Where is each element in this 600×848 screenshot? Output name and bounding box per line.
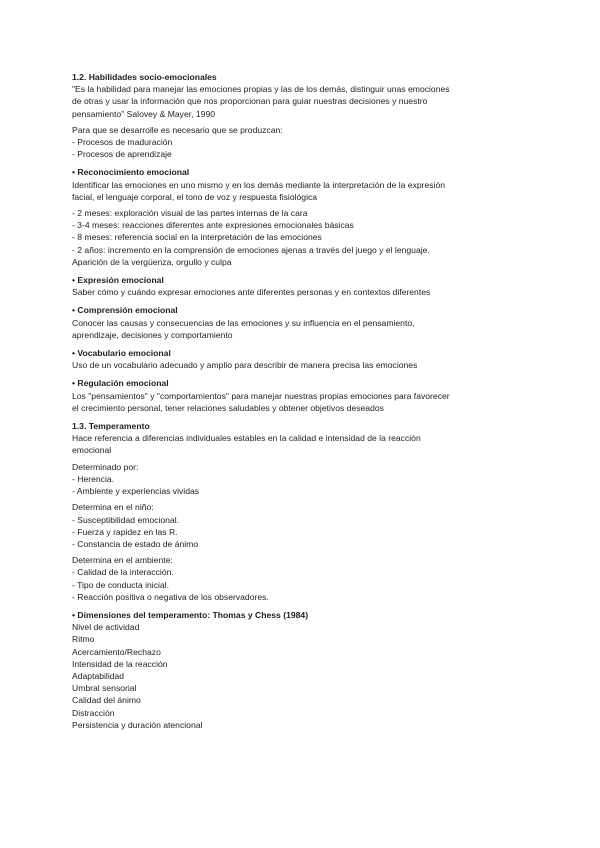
paragraph: Conocer las causas y consecuencias de las emociones y su influencia en el pensamiento, — [72, 317, 415, 328]
list-item: - 2 años: incremento en la comprensión de emociones ajenas a través del juego y el lenguaje. — [72, 244, 430, 255]
section-title: 1.2. Habilidades socio-emocionales — [72, 72, 217, 82]
list-item: - 8 meses: referencia social en la interpretación de las emociones — [72, 232, 322, 243]
list-item: Nivel de actividad — [72, 622, 140, 633]
paragraph: aprendizaje, decisiones y comportamiento — [72, 329, 233, 340]
list-item: - Reacción positiva o negativa de los observadores. — [72, 591, 269, 602]
paragraph: Uso de un vocabulario adecuado y amplio para describir de manera precisa las emociones — [72, 360, 418, 371]
list-item: - Susceptibilidad emocional. — [72, 514, 180, 525]
list-item: Distracción — [72, 707, 115, 718]
list-item: - Tipo de conducta inicial. — [72, 579, 169, 590]
list-item: Adaptabilidad — [72, 670, 125, 681]
list-item: - Constancia de estado de ánimo — [72, 538, 199, 549]
subsection-title: • Dimensiones del temperamento: Thomas y Chess (1984) — [72, 609, 309, 620]
paragraph: facial, el lenguaje corporal, el tono de voz y respuesta fisiológica — [72, 191, 318, 202]
subsection-title: • Regulación emocional — [72, 378, 169, 389]
list-item: Persistencia y duración atencional — [72, 719, 203, 730]
paragraph: el crecimiento personal, tener relaciones saludables y obtener objetivos deseados — [72, 402, 384, 413]
paragraph: emocional — [72, 445, 112, 456]
list-label: Determina en el ambiente: — [72, 555, 173, 566]
list-item: - 3-4 meses: reacciones diferentes ante expresiones emocionales básicas — [72, 220, 354, 231]
list-item: Umbral sensorial — [72, 683, 137, 694]
list-item: Calidad del ánimo — [72, 695, 141, 706]
list-item: Aparición de la vergüenza, orgullo y culpa — [72, 256, 232, 267]
list-item: - 2 meses: exploración visual de las partes internas de la cara — [72, 208, 308, 219]
quote-line: "Es la habilidad para manejar las emociones propias y las de los demás, distinguir unas emociones — [72, 84, 450, 95]
list-label: Determina en el niño: — [72, 502, 154, 513]
paragraph: Hace referencia a diferencias individuales estables en la calidad e intensidad de la reacción — [72, 433, 421, 444]
list-item: - Herencia. — [72, 473, 115, 484]
subsection-title: • Comprensión emocional — [72, 305, 178, 316]
paragraph: Saber cómo y cuándo expresar emociones ante diferentes personas y en contextos diferentes — [72, 287, 431, 298]
section-title: 1.3. Temperamento — [72, 421, 150, 432]
subsection-title: • Reconocimiento emocional — [72, 167, 190, 178]
quote-line: de otras y usar la información que nos proporcionan para guiar nuestras decisiones y nuestro — [72, 96, 428, 107]
paragraph: Para que se desarrolle es necesario que se produzcan: — [72, 124, 283, 135]
list-item: - Procesos de maduración — [72, 137, 173, 148]
list-item: - Fuerza y rapidez en las R. — [72, 526, 178, 537]
quote-line: pensamiento" Salovey & Mayer, 1990 — [72, 108, 216, 119]
list-label: Determinado por: — [72, 461, 139, 472]
list-item: Intensidad de la reacción — [72, 658, 168, 669]
list-item: Acercamiento/Rechazo — [72, 646, 161, 657]
paragraph: Identificar las emociones en uno mismo y en los demás mediante la interpretación de la expresión — [72, 179, 446, 190]
list-item: - Calidad de la interacción. — [72, 567, 174, 578]
list-item: - Ambiente y experiencias vividas — [72, 486, 200, 497]
subsection-title: • Expresión emocional — [72, 275, 164, 286]
subsection-title: • Vocabulario emocional — [72, 348, 171, 359]
paragraph: Los "pensamientos" y "comportamientos" para manejar nuestras propias emociones para favorecer — [72, 390, 450, 401]
list-item: - Procesos de aprendizaje — [72, 149, 172, 160]
list-item: Ritmo — [72, 634, 95, 645]
